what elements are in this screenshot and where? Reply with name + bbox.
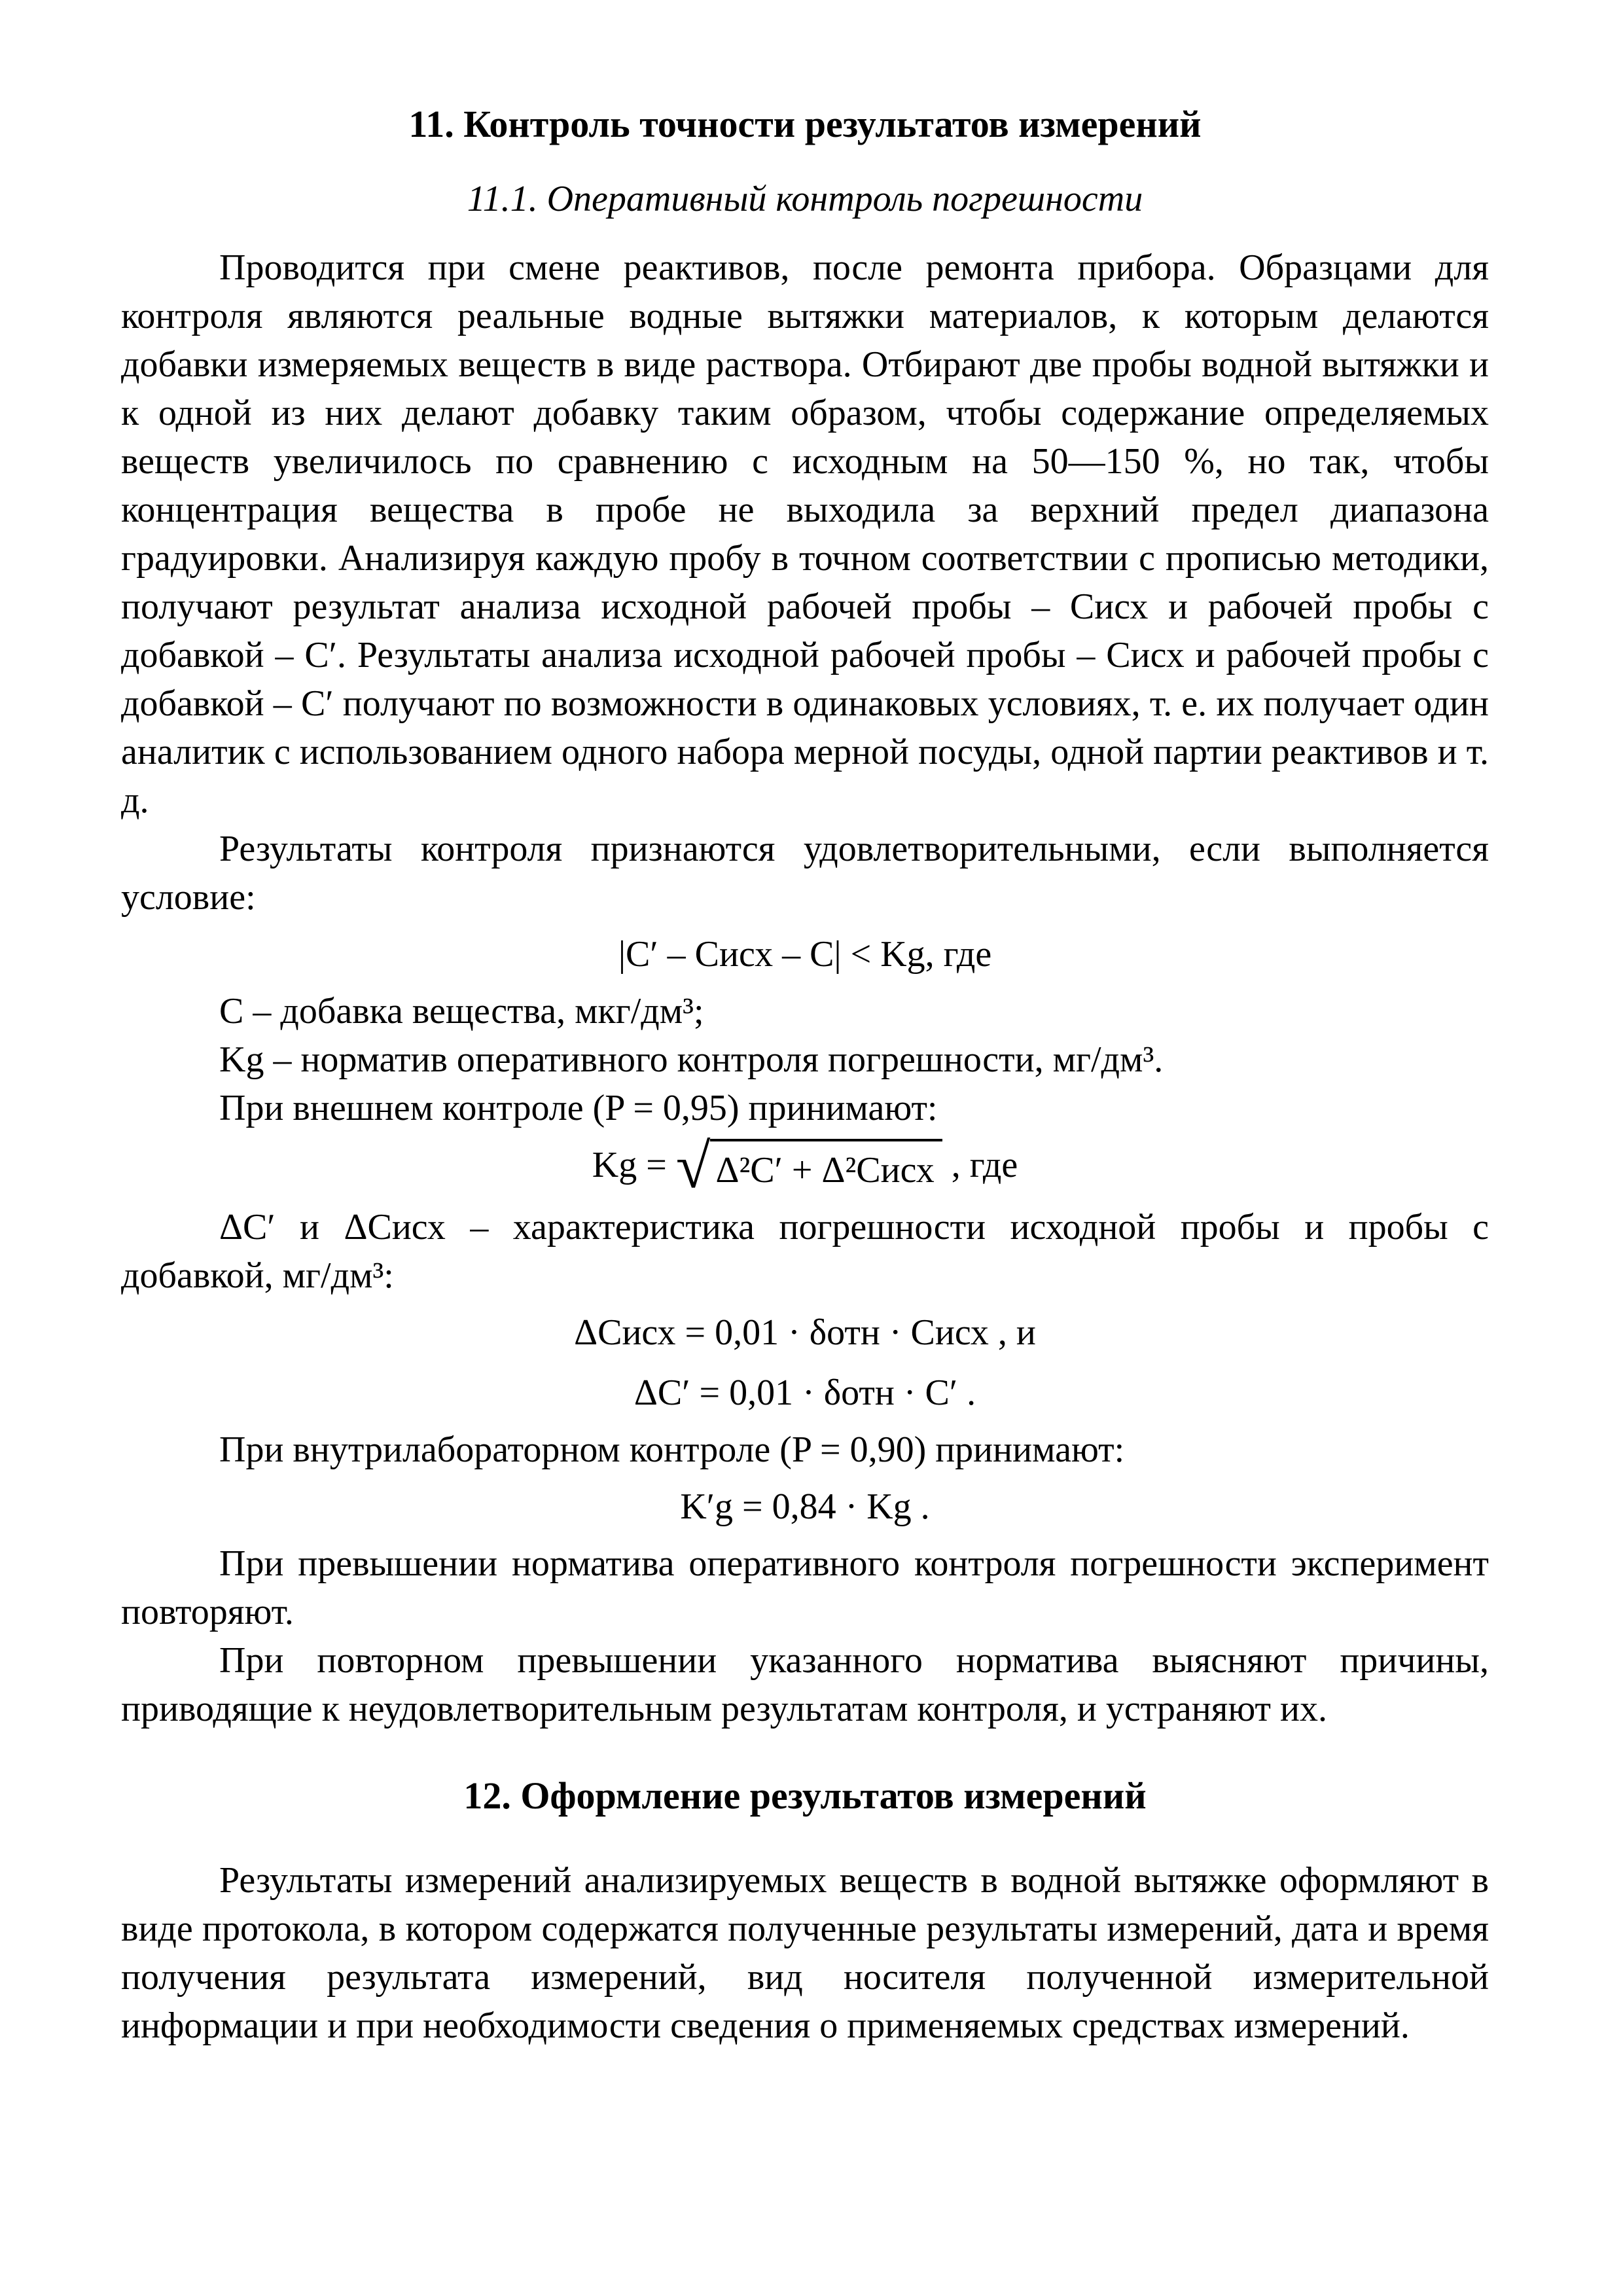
internal-control-text: При внутрилабораторном контроле (P = 0,90) принимают: [219,1429,1125,1471]
sqrt-expression [675,1131,942,1202]
section-12-title: 12. Оформление результатов измерений [463,1774,1147,1818]
formula-delta-C: ΔC′ = 0,01 · δотн · C′ . [633,1372,976,1414]
formula-Kg-radicand: Δ²C′ + Δ²Cисх [710,1139,942,1198]
formula-Kg-tail: , где [951,1145,1018,1185]
formula-condition: |C′ – Cисх – C| < Kg, где [618,934,992,975]
paragraph-results-report: Результаты измерений анализируемых веществ в водной вытяжке оформляют в виде протокола, в котором содержатся полученные результаты измерений, дата и время получения результата измерений, вид носителя полученной измерительной информации и при необходимости сведения о применяемых средствах измерений. [121,1860,1489,2047]
page-content [121,98,1489,2050]
formula-Kg-left: Kg = [592,1145,667,1185]
paragraph-delta-definition: ΔC′ и ΔCисх – характеристика погрешности исходной пробы и пробы с добавкой, мг/дм³: [121,1207,1489,1297]
paragraph-procedure: Проводится при смене реактивов, после ремонта прибора. Образцами для контроля являются реальные водные вытяжки материалов, к которым делаются добавки измеряемых веществ в виде раствора. Отбирают две пробы водной вытяжки и к одной из них делают добавку таким образом, чтобы содержание определяемых веществ увеличилось по сравнению с исходным на 50—150 %, но так, чтобы концентрация вещества в пробе не выходила за верхний предел диапазона градуировки. Анализируя каждую пробу в точном соответствии с прописью методики, получают результат анализа исходной рабочей пробы – Cисх и рабочей пробы с добавкой – C′. Результаты анализа исходной рабочей пробы – Cисх и рабочей пробы с добавкой – C′ получают по возможности в одинаковых условиях, т. е. их получает один аналитик с использованием одного набора мерной посуды, одной партии реактивов и т. д. [121,247,1489,821]
formula-Kg-prime: K′g = 0,84 · Kg . [680,1486,930,1528]
formula-delta-Cisx: ΔCисх = 0,01 · δотн · Cисх , и [574,1312,1036,1354]
definition-Kg: Kg – норматив оперативного контроля погрешности, мг/дм³. [219,1039,1164,1080]
formula-Kg [121,1131,1489,1202]
paragraph-condition: Результаты контроля признаются удовлетворительными, если выполняется условие: [121,829,1489,918]
external-control-text: При внешнем контроле (P = 0,95) принимают: [219,1088,938,1128]
section-11-title: 11. Контроль точности результатов измерений [408,103,1202,145]
paragraph-repeat: При повторном превышении указанного норматива выясняют причины, приводящие к неудовлетворительным результатам контроля, и устраняют их. [121,1640,1489,1730]
sqrt-icon: √ [675,1131,711,1202]
definition-C: C – добавка вещества, мкг/дм³; [219,991,704,1031]
paragraph-exceed: При превышении норматива оперативного контроля погрешности эксперимент повторяют. [121,1543,1489,1633]
subsection-11-1-title: 11.1. Оперативный контроль погрешности [467,179,1143,219]
